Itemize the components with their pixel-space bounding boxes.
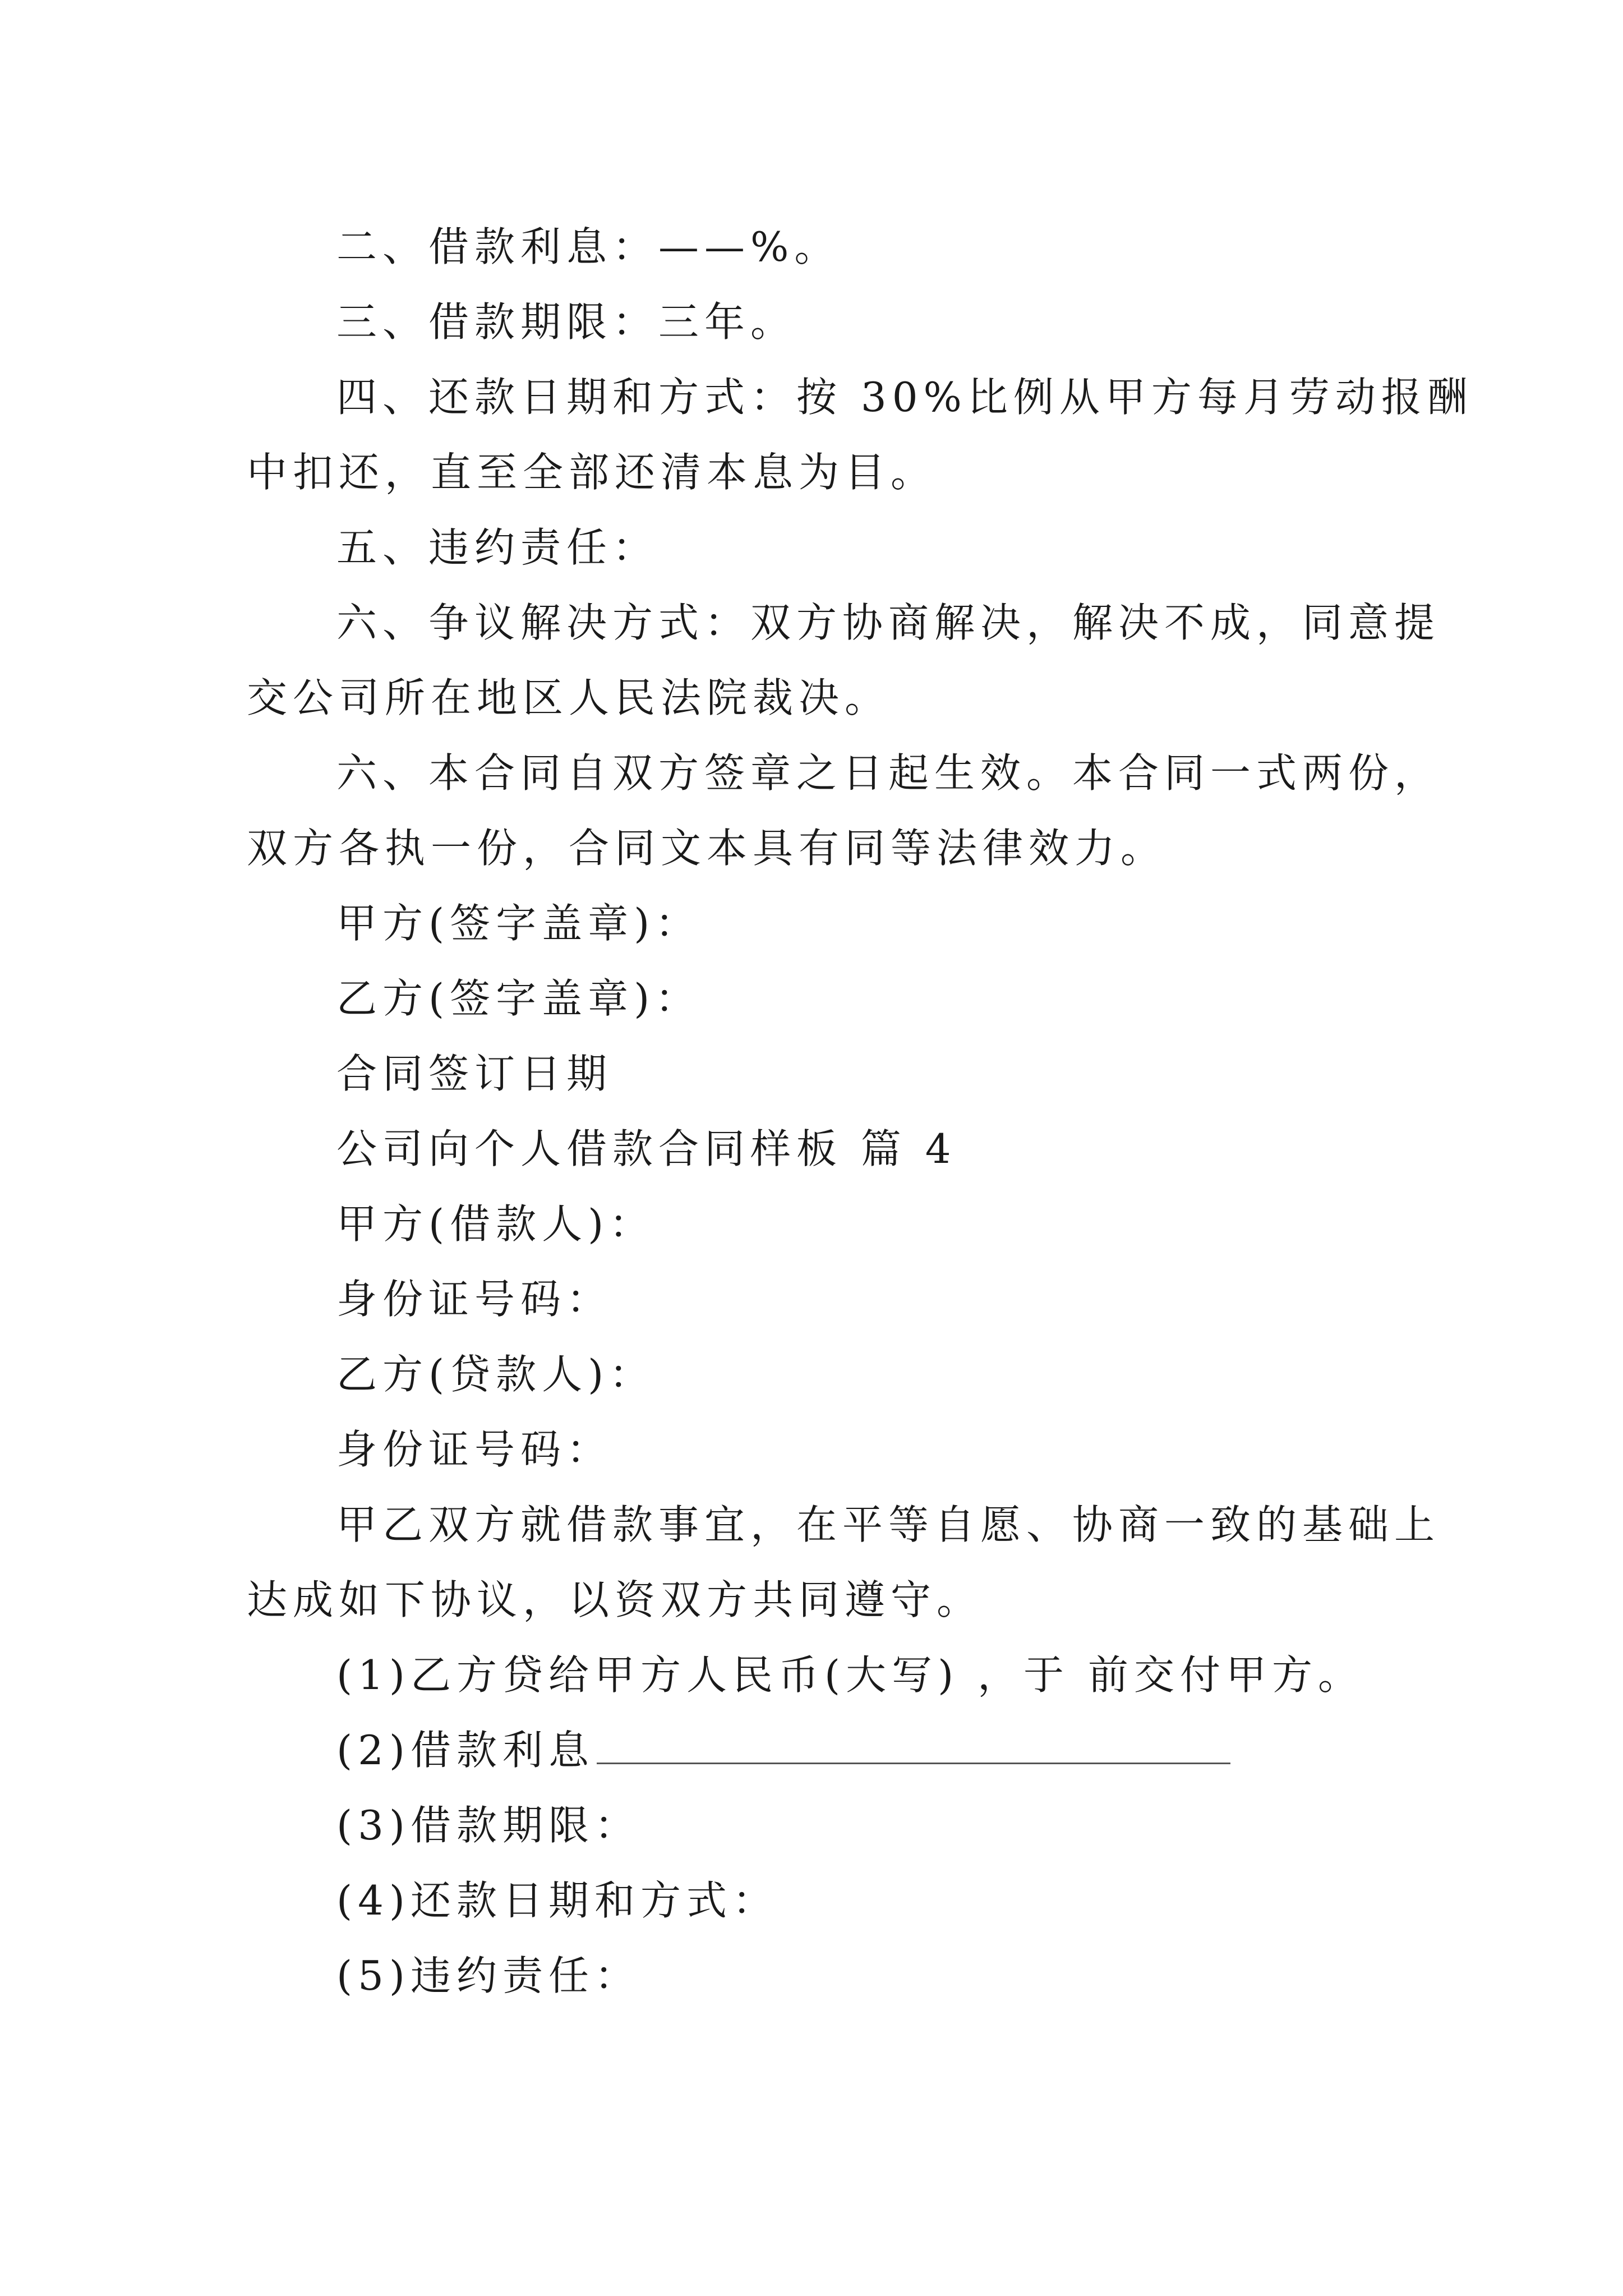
item-1-loan-amount: (1)乙方贷给甲方人民币(大写) ，于 前交付甲方。 — [336, 1651, 1364, 1699]
clause-dispute-line2: 交公司所在地区人民法院裁决。 — [247, 674, 891, 721]
section-heading: 公司向个人借款合同样板 篇 4 — [336, 1125, 957, 1172]
clause-interest: 二、借款利息：——%。 — [336, 223, 841, 270]
clause-dispute-line1: 六、争议解决方式：双方协商解决，解决不成，同意提 — [336, 599, 1441, 646]
agreement-intro-line2: 达成如下协议，以资双方共同遵守。 — [247, 1576, 983, 1623]
clause-effective-line1: 六、本合同自双方签章之日起生效。本合同一式两份， — [336, 749, 1441, 797]
item-2-interest: (2)借款利息 — [336, 1727, 594, 1774]
item-5-liability: (5)违约责任： — [336, 1952, 640, 1999]
clause-term: 三、借款期限：三年。 — [336, 298, 797, 346]
clause-repayment-line2: 中扣还，直至全部还清本息为目。 — [247, 449, 937, 496]
clause-repayment-line1: 四、还款日期和方式：按 30%比例从甲方每月劳动报酬 — [336, 374, 1473, 421]
party-b-signature: 乙方(签字盖章)： — [336, 975, 702, 1022]
clause-liability: 五、违约责任： — [336, 524, 659, 571]
agreement-intro-line1: 甲乙双方就借款事宜，在平等自愿、协商一致的基础上 — [336, 1501, 1441, 1548]
fill-in-blank-line — [597, 1763, 1230, 1764]
clause-effective-line2: 双方各执一份，合同文本具有同等法律效力。 — [247, 825, 1167, 872]
party-a-id-number: 身份证号码： — [336, 1276, 613, 1323]
party-a-borrower: 甲方(借款人)： — [336, 1200, 656, 1248]
item-2-interest-row — [336, 1723, 1230, 1777]
signing-date: 合同签订日期 — [336, 1050, 613, 1097]
item-3-term: (3)借款期限： — [336, 1802, 640, 1849]
party-b-id-number: 身份证号码： — [336, 1426, 613, 1473]
item-4-repayment: (4)还款日期和方式： — [336, 1877, 778, 1924]
party-a-signature: 甲方(签字盖章)： — [336, 900, 702, 947]
party-b-lender: 乙方(贷款人)： — [336, 1351, 656, 1398]
